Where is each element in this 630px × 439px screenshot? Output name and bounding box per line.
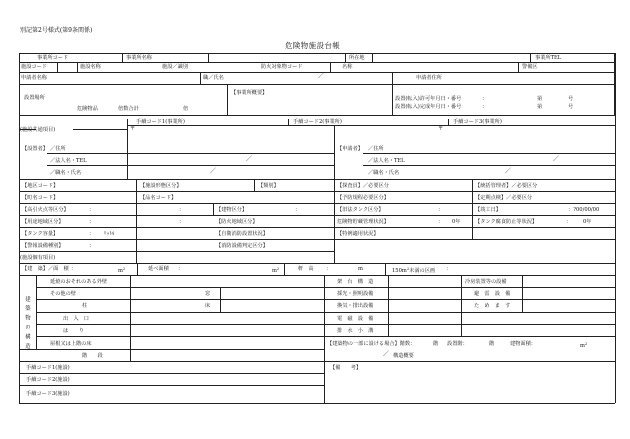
right-equipment-1: 冷房装置等の設備 [465, 279, 507, 285]
eaves-height-label: 軒 高 [298, 266, 314, 272]
zero-year: 0年 [583, 219, 592, 225]
old-tank: 【旧法タンク区分】 [337, 207, 384, 213]
colon: ： [295, 207, 301, 213]
office-name-label: 事業所名称 [126, 55, 152, 61]
equipment-5: 排 水 小 溝 [337, 328, 374, 334]
town-code: 【町名コード】 [22, 195, 59, 201]
building-section-label: (施設個有項目) [20, 255, 56, 261]
fire-equip: 【消防設備判定区分】 [216, 243, 268, 249]
bai-label: 倍 [183, 106, 189, 112]
go-label: 号 [568, 96, 574, 102]
land-use: 【用途地域区分】 [22, 219, 64, 225]
colon: ： [482, 104, 488, 110]
form-title: 危険物施設台帳 [285, 41, 341, 50]
colon: ： [89, 219, 95, 225]
postal-mark: 〒 [130, 126, 136, 132]
install-place-label: 設置場所 [24, 95, 45, 101]
form-number: 別記第2号様式(第9条関係) [20, 27, 93, 34]
structure-row-6: 屋根又は上階の床 [50, 341, 92, 347]
fire-area: 【防火地域区分】 [216, 219, 258, 225]
structure-summary-label: 構造概要 [393, 353, 414, 359]
under150-label: $150m^2$未満の区画 [392, 267, 436, 274]
unit-m2: $m^2$ [580, 342, 588, 349]
product-code: 【品名コード】 [140, 195, 177, 201]
office-tel-label: 事業所TEL [535, 55, 562, 61]
rep-code3-label: 手續コード3(事業所) [453, 119, 502, 125]
window-label: 窓 [205, 291, 211, 297]
periodic: 【定期点検】／必要区分 [475, 195, 533, 201]
colon: ： [89, 231, 95, 237]
rep-code3-facility: 手續コード3(施設) [26, 391, 70, 397]
rep-code2-facility: 手續コード2(施設) [26, 377, 70, 383]
slash-mark: ／ [383, 351, 390, 358]
special: 【特例適用状況】 [337, 231, 379, 237]
colon: ： [326, 266, 332, 272]
applicant-address: ／住所 [368, 146, 384, 152]
common-section-label: (施設共通項目) [20, 127, 56, 133]
slash-mark: ／ [505, 168, 512, 175]
unit-m: m [358, 266, 363, 272]
completion: 【竣工日】 [475, 207, 501, 213]
installer-label: 【設置者】 [22, 146, 48, 152]
multiple-total-label: 倍数合計 [118, 106, 139, 112]
facility-code-label: 施設コード [21, 64, 47, 70]
zero-year: 0年 [452, 219, 461, 225]
facility-name-label: 施設名称 [80, 64, 101, 70]
installer-address: ／住所 [50, 146, 66, 152]
remarks-label: 【備 考】 [330, 365, 362, 371]
equipment-2: 採光・照明設備 [337, 291, 374, 297]
slash-mark: ／ [318, 73, 325, 80]
slash-mark: ／ [553, 156, 560, 163]
tank-capacity: 【タンク容量】 [22, 231, 59, 237]
structure-row-4: 出 入 口 [63, 316, 89, 322]
prevention: 【予防規程必要区分】 [337, 195, 389, 201]
floor-unit: 階 [489, 341, 495, 347]
building-area-label: 【建 築】／面 積 [22, 266, 69, 272]
applicant-label: 【申請者】 [337, 146, 363, 152]
type-class: 【類別】 [258, 183, 279, 189]
form-class: 【施設形態区分】 [140, 183, 182, 189]
floor-label: 床 [205, 303, 211, 309]
install-floor-label: 設置階： [447, 341, 468, 347]
structure-row-3: 柱 [82, 303, 88, 309]
applicant-address-label: 申請者住所 [416, 75, 442, 81]
colon: ： [566, 219, 572, 225]
slash-mark: ／ [210, 168, 217, 175]
height-class: 【高引火点等区分】 [22, 207, 69, 213]
rep-code1-label: 手續コード1(事業所) [136, 119, 185, 125]
rep-code2-label: 手續コード2(事業所) [293, 119, 342, 125]
equipment-3: 換気・排出設備 [337, 303, 374, 309]
structure-row-5: は り [63, 328, 84, 334]
reserve: 【探査員】／必要区分 [337, 183, 389, 189]
title-name-label: 職／氏名 [203, 75, 224, 81]
colon: ： [438, 219, 444, 225]
equipment-4: 電 磁 設 備 [337, 316, 374, 322]
unit-m2: $m^2$ [272, 267, 280, 274]
installer-corp-tel: ／法人名・TEL [50, 158, 87, 164]
office-code-label: 事業所コード [37, 55, 69, 61]
structure-side-label: 建築物の構造 [24, 296, 30, 353]
applicant-corp-tel: ／法人名・TEL [368, 158, 405, 164]
colon: ： [446, 266, 452, 272]
guard-type: 【警報設備種別】 [22, 243, 64, 249]
location-label: 所在地 [349, 55, 365, 61]
completion-value: ：?00/00/00 [568, 207, 600, 213]
right-equipment-2: 避 雷 設 備 [474, 291, 511, 297]
floor-unit: 階 [433, 341, 439, 347]
name-label: 名称 [342, 64, 353, 70]
partial-building-label: 【建築物の一部に設ける場合】階数： [327, 341, 416, 347]
applicant-title-name: ／職名・氏名 [368, 170, 400, 176]
fire-target-code-label: 防火対象物コード [261, 64, 303, 70]
colon: ： [179, 219, 185, 225]
right-equipment-3: た め ま す [474, 303, 511, 309]
dai-label: 第 [537, 96, 543, 102]
inspection-date-label: 設置(転入)完成年月日・番号 [395, 104, 462, 110]
colon: ： [71, 266, 77, 272]
facility-type-label: 施設／識別 [162, 64, 188, 70]
manager: 【統括管理者】／必要区分 [475, 183, 538, 189]
dai-label: 第 [537, 104, 543, 110]
postal-mark: 〒 [438, 126, 444, 132]
colon: ： [482, 96, 488, 102]
equipment-1: 架 台 構 造 [337, 279, 374, 285]
go-label: 号 [568, 104, 574, 110]
self-fire: 【自衛消防設置状況】 [216, 231, 268, 237]
rep-code1-facility: 手續コード1(施設) [26, 365, 70, 371]
license-date-label: 設置(転入)許可年月日・番号 [395, 96, 462, 102]
slash-mark: ／ [246, 156, 253, 163]
colon: ： [89, 207, 95, 213]
tank-leak: 【タンク腐食防止等状況】 [475, 219, 538, 225]
applicant-name-label: 申請者名称 [21, 75, 47, 81]
colon: ： [89, 243, 95, 249]
colon: ： [178, 266, 184, 272]
installer-title-name: ／職名・氏名 [50, 170, 82, 176]
structure-row-1: 延焼のおそれのある外壁 [50, 279, 108, 285]
unit-m2: $m^2$ [118, 267, 126, 274]
stairs-label: 階 段 [82, 353, 103, 359]
hazmat-total: 危険物貯蔵管理状況】 [337, 219, 389, 225]
structure-row-2: その他の壁 [50, 291, 76, 297]
tank-unit: ﾘｯﾄﾙ [104, 231, 115, 237]
floor-area-label: 延べ面積 [148, 266, 169, 272]
hazmat-label: 危険物品 [77, 106, 98, 112]
colon: ： [179, 207, 185, 213]
area-code: 【地区コード】 [22, 183, 59, 189]
building-area-label: 建物面積： [510, 341, 536, 347]
guard-district-label: 警備区 [522, 64, 538, 70]
colon: ： [438, 207, 444, 213]
business-summary-label: 【事業所概要】 [231, 90, 268, 96]
building-class: 【建物区分】 [216, 207, 248, 213]
